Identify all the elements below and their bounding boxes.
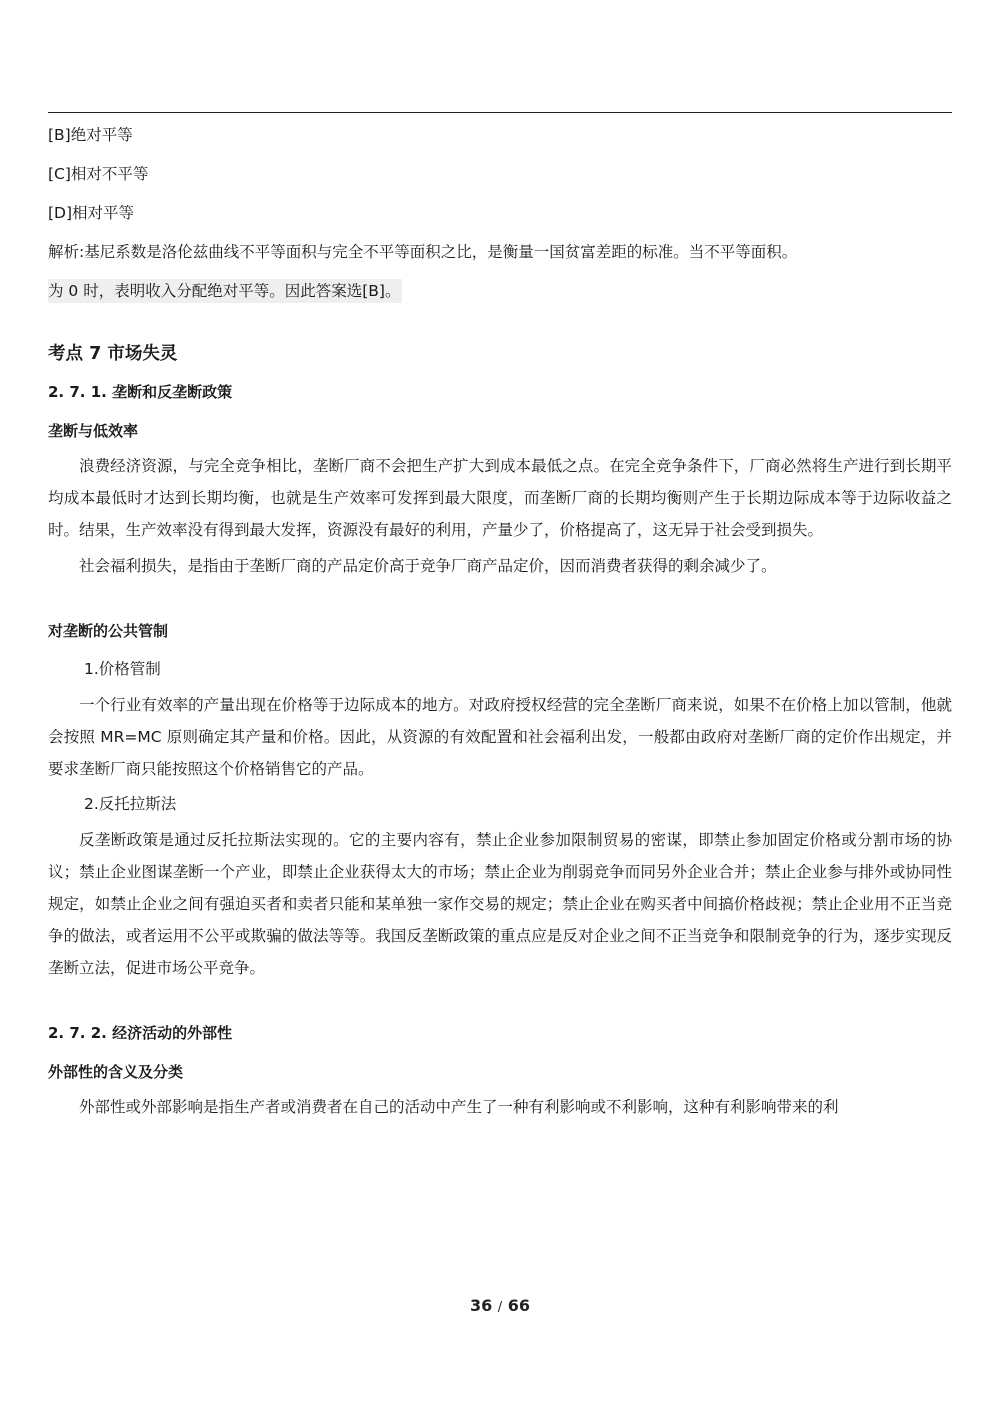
page-number xyxy=(0,1296,1000,1315)
subheading-public-regulation: 对垄断的公共管制 xyxy=(48,622,169,640)
item-price-control: 1.价格管制 xyxy=(84,660,161,678)
subheading-externality-definition: 外部性的含义及分类 xyxy=(48,1063,184,1081)
option-c: [C]相对不平等 xyxy=(48,165,149,183)
analysis-line-2-wrap xyxy=(48,272,952,311)
current-page: 36 xyxy=(469,1296,493,1315)
subheading-monopoly-inefficiency: 垄断与低效率 xyxy=(48,422,139,440)
section-2-7-2-title: 2. 7. 2. 经济活动的外部性 xyxy=(48,1024,233,1042)
analysis-line-2: 为 0 时，表明收入分配绝对平等。因此答案选[B]。 xyxy=(48,279,402,303)
paragraph-welfare-loss: 社会福利损失，是指由于垄断厂商的产品定价高于竞争厂商产品定价，因而消费者获得的剩余减少了。 xyxy=(79,557,777,575)
analysis-line-1: 解析:基尼系数是洛伦兹曲线不平等面积与完全不平等面积之比，是衡量一国贫富差距的标准。当不平等面积。 xyxy=(48,243,798,261)
header-rule xyxy=(48,112,952,113)
total-pages: 66 xyxy=(507,1296,531,1315)
section-7-title: 考点 7 市场失灵 xyxy=(48,344,178,364)
paragraph-price-control: 一个行业有效率的产量出现在价格等于边际成本的地方。对政府授权经营的完全垄断厂商来说，如果不在价格上加以管制，他就会按照 MR=MC 原则确定其产量和价格。因此，从资源的有效配置和社会福利出发，一般都由政府对垄断厂商的定价作出规定，并要求垄断厂商只能按照这个价格销售它的产品。 xyxy=(48,696,952,778)
option-b: [B]绝对平等 xyxy=(48,126,133,144)
paragraph-antitrust: 反垄断政策是通过反托拉斯法实现的。它的主要内容有，禁止企业参加限制贸易的密谋，即禁止参加固定价格或分割市场的协议；禁止企业图谋垄断一个产业，即禁止企业获得太大的市场；禁止企业为削弱竞争而同另外企业合并；禁止企业参与排外或协同性规定，如禁止企业之间有强迫买者和卖者只能和某单独一家作交易的规定；禁止企业在购买者中间搞价格歧视；禁止企业用不正当竞争的做法，或者运用不公平或欺骗的做法等等。我国反垄断政策的重点应是反对企业之间不正当竞争和限制竞争的行为，逐步实现反垄断立法，促进市场公平竞争。 xyxy=(48,831,952,977)
item-antitrust-law: 2.反托拉斯法 xyxy=(84,795,177,813)
page-separator: / xyxy=(497,1300,503,1315)
paragraph-externality: 外部性或外部影响是指生产者或消费者在自己的活动中产生了一种有利影响或不利影响，这种有利影响带来的利 xyxy=(79,1098,839,1116)
section-2-7-1-title: 2. 7. 1. 垄断和反垄断政策 xyxy=(48,383,233,401)
paragraph-waste-resources: 浪费经济资源，与完全竞争相比，垄断厂商不会把生产扩大到成本最低之点。在完全竞争条件下，厂商必然将生产进行到长期平均成本最低时才达到长期均衡，也就是生产效率可发挥到最大限度，而垄断厂商的长期均衡则产生于长期边际成本等于边际收益之时。结果，生产效率没有得到最大发挥，资源没有最好的利用，产量少了，价格提高了，这无异于社会受到损失。 xyxy=(48,457,952,539)
option-d: [D]相对平等 xyxy=(48,204,135,222)
page-content xyxy=(48,116,952,1123)
